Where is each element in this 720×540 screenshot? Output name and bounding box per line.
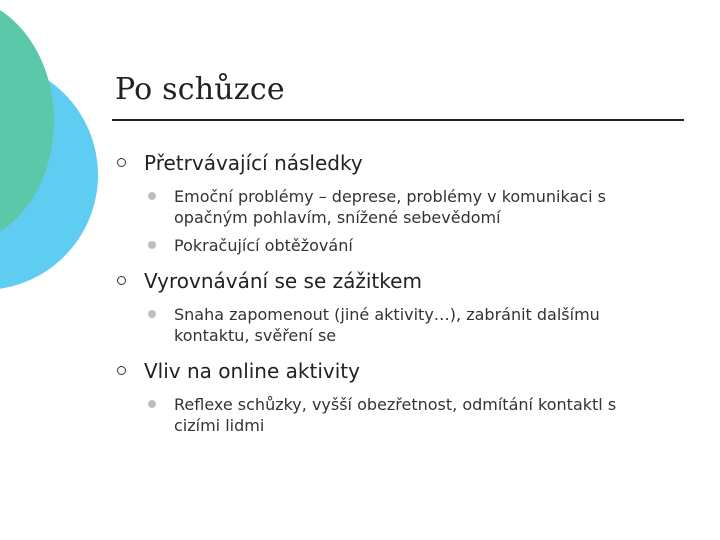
bullet-item: [116, 268, 656, 294]
slide-title: Po schůzce: [115, 72, 285, 107]
sub-bullet-text: Snaha zapomenout (jiné aktivity…), zabránit dalšímu kontaktu, svěření se: [174, 305, 600, 345]
bullet-list: [116, 150, 656, 436]
sub-bullet-text: Reflexe schůzky, vyšší obezřetnost, odmítání kontaktl s cizími lidmi: [174, 395, 617, 435]
bullet-item: [116, 358, 656, 384]
bullet-text: Přetrvávající následky: [144, 151, 363, 175]
bullet-text: Vyrovnávání se se zážitkem: [144, 269, 422, 293]
filled-dot-icon: [148, 241, 156, 249]
bullet-text: Vliv na online aktivity: [144, 359, 360, 383]
filled-dot-icon: [148, 400, 156, 408]
title-underline: [112, 119, 684, 121]
filled-dot-icon: [148, 192, 156, 200]
filled-dot-icon: [148, 310, 156, 318]
bullet-item: [116, 150, 656, 176]
hollow-circle-icon: [117, 158, 126, 167]
hollow-circle-icon: [117, 366, 126, 375]
sub-bullet-text: Pokračující obtěžování: [174, 236, 353, 255]
sub-bullet-item: [174, 304, 656, 346]
sub-bullet-item: [174, 394, 656, 436]
sub-bullet-item: [174, 235, 656, 256]
sub-bullet-item: [174, 186, 656, 228]
sub-bullet-text: Emoční problémy – deprese, problémy v komunikaci s opačným pohlavím, snížené sebevědomí: [174, 187, 606, 227]
hollow-circle-icon: [117, 276, 126, 285]
